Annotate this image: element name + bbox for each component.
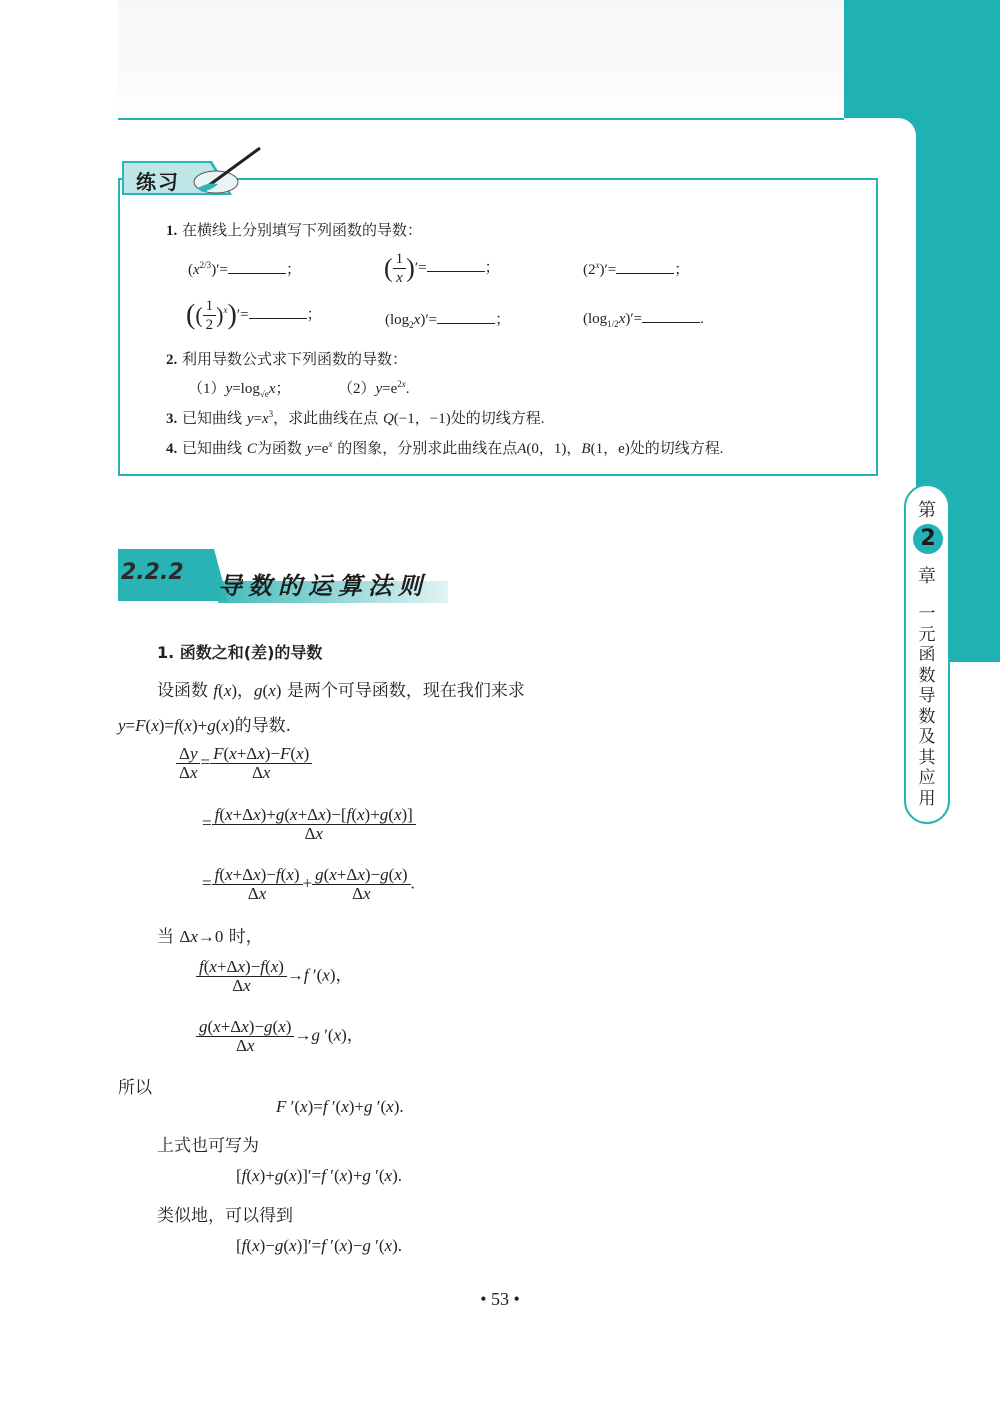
- q3-text-c: (−1，−1)处的切线方程.: [393, 411, 545, 427]
- answer-blank[interactable]: [249, 304, 307, 319]
- chapter-title-char: 数: [918, 706, 936, 727]
- equation-2: = $\frac{f(x+\Delta x)+g(x+\Delta x)-[f(x)+g(x)]}{\Delta x}$: [202, 806, 416, 843]
- q4-text-b: 为函数: [256, 439, 302, 457]
- q1: [166, 219, 422, 240]
- formula-log2: $(\log_2x)'=$ ；: [385, 308, 510, 330]
- answer-blank[interactable]: [228, 259, 286, 274]
- chapter-title-char: 函: [918, 645, 936, 665]
- exercise-title: 练习: [136, 170, 180, 194]
- when-line: 当 Δx→0 时，: [157, 927, 263, 947]
- chapter-number: 2: [913, 524, 943, 554]
- q2-number: 2.: [166, 352, 178, 368]
- formula-reciprocal: ( $\frac{1}{x}$ )′= ；: [384, 251, 500, 286]
- q3-text-b: ，求此曲线在点: [273, 409, 379, 427]
- chapter-title-char: 数: [918, 665, 936, 686]
- answer-blank[interactable]: [427, 257, 485, 272]
- para-1-mid: 是两个可导函数，现在我们来求: [286, 681, 525, 701]
- q3-number: 3.: [166, 411, 178, 427]
- limit-g: $\frac{g(x+\Delta x)-g(x)}{\Delta x}$ →g ′(x)，: [196, 1018, 364, 1055]
- result-1: F ′(x)=f ′(x)+g ′(x).: [276, 1097, 404, 1116]
- chapter-prefix: 第: [918, 500, 936, 521]
- q2-items: $(1)y=\log_{√e}x$； $(2)y=e^{2x}$.: [188, 379, 410, 399]
- para-1-cont: y=F(x)=f(x)+g(x)的导数.: [118, 716, 291, 736]
- chapter-title-char: 用: [918, 788, 936, 809]
- chapter-title-char: 其: [918, 747, 936, 768]
- q1-number: 1.: [166, 223, 178, 239]
- limit-f: $\frac{f(x+\Delta x)-f(x)}{\Delta x}$ →f ′(x)，: [196, 958, 353, 995]
- chapter-title-char: 及: [918, 727, 936, 747]
- formula-2-pow-x: $(2^x)'=$ ；: [583, 260, 690, 278]
- pen-icon: [188, 146, 268, 196]
- para-1-start: 设函数: [157, 681, 208, 701]
- page-number: • 53 •: [480, 1289, 520, 1309]
- equation-1: $\frac{\Delta y}{\Delta x}$ = $\frac{F(x+\Delta x)-F(x)}{\Delta x}$: [176, 745, 312, 782]
- formula-x-pow: $(x^{2/3})'=$ ；: [188, 260, 301, 278]
- answer-blank[interactable]: [642, 308, 700, 323]
- chapter-title-char: 导: [918, 686, 936, 706]
- q4: 4. 已知曲线 C为函数 $y=e^x$ 的图象，分别求此曲线在点A(0，1)，B(1，e)处的切线方程.: [166, 439, 724, 457]
- para-1-end: 的导数.: [234, 716, 291, 736]
- when-text: 当: [157, 927, 174, 947]
- chapter-title-char: 应: [918, 768, 936, 788]
- q2-sub2-label: （2）: [337, 381, 376, 397]
- formula-half-pow-x: (( $\frac{1}{2}$ )$^x$)′= ；: [186, 298, 322, 333]
- also-text: 上式也可写为: [157, 1136, 259, 1156]
- para-1: 设函数 f(x)，g(x) 是两个可导函数，现在我们来求: [157, 681, 525, 701]
- subsection-heading: 1. 函数之和(差)的导数: [157, 643, 323, 662]
- header-rule: [118, 118, 844, 120]
- q4-text-c: 的图象，分别求此曲线在点: [337, 439, 518, 457]
- chapter-title-char: 元: [918, 624, 936, 645]
- chapter-suffix: 章: [918, 566, 936, 587]
- result-2: [f(x)+g(x)]′=f ′(x)+g ′(x).: [236, 1166, 403, 1185]
- q4-text-d: (0，1)，: [526, 441, 582, 457]
- header-band: [118, 0, 844, 118]
- section-title: 导数的运算法则: [218, 572, 428, 600]
- equation-3: = $\frac{f(x+\Delta x)-f(x)}{\Delta x}$ + $\frac{g(x+\Delta x)-g(x)}{\Delta x}$ .: [202, 865, 415, 903]
- q2-sub1-label: （1）: [188, 381, 226, 397]
- so-text: 所以: [118, 1078, 152, 1098]
- answer-blank[interactable]: [437, 309, 495, 324]
- similar-text: 类似地，可以得到: [157, 1206, 293, 1226]
- when-end: 时，: [228, 927, 263, 947]
- formula-log-half: $(\log_{1/2}x)'=$ .: [583, 308, 704, 329]
- q4-text-a: 已知曲线: [182, 439, 243, 457]
- q2: [166, 348, 407, 369]
- q4-number: 4.: [166, 441, 178, 457]
- q3-text-a: 已知曲线: [182, 409, 243, 427]
- q1-text: 在横线上分别填写下列函数的导数：: [182, 221, 423, 239]
- q4-text-e: (1，e)处的切线方程.: [590, 441, 724, 457]
- q2-text: 利用导数公式求下列函数的导数：: [182, 350, 408, 368]
- section-number: 2.2.2: [121, 560, 184, 585]
- chapter-title-char: 一: [918, 604, 936, 624]
- result-3: [f(x)−g(x)]′=f ′(x)−g ′(x).: [236, 1236, 403, 1255]
- answer-blank[interactable]: [616, 259, 674, 274]
- q3: 3. 已知曲线 $y=x^3$，求此曲线在点 Q(−1，−1)处的切线方程.: [166, 409, 545, 427]
